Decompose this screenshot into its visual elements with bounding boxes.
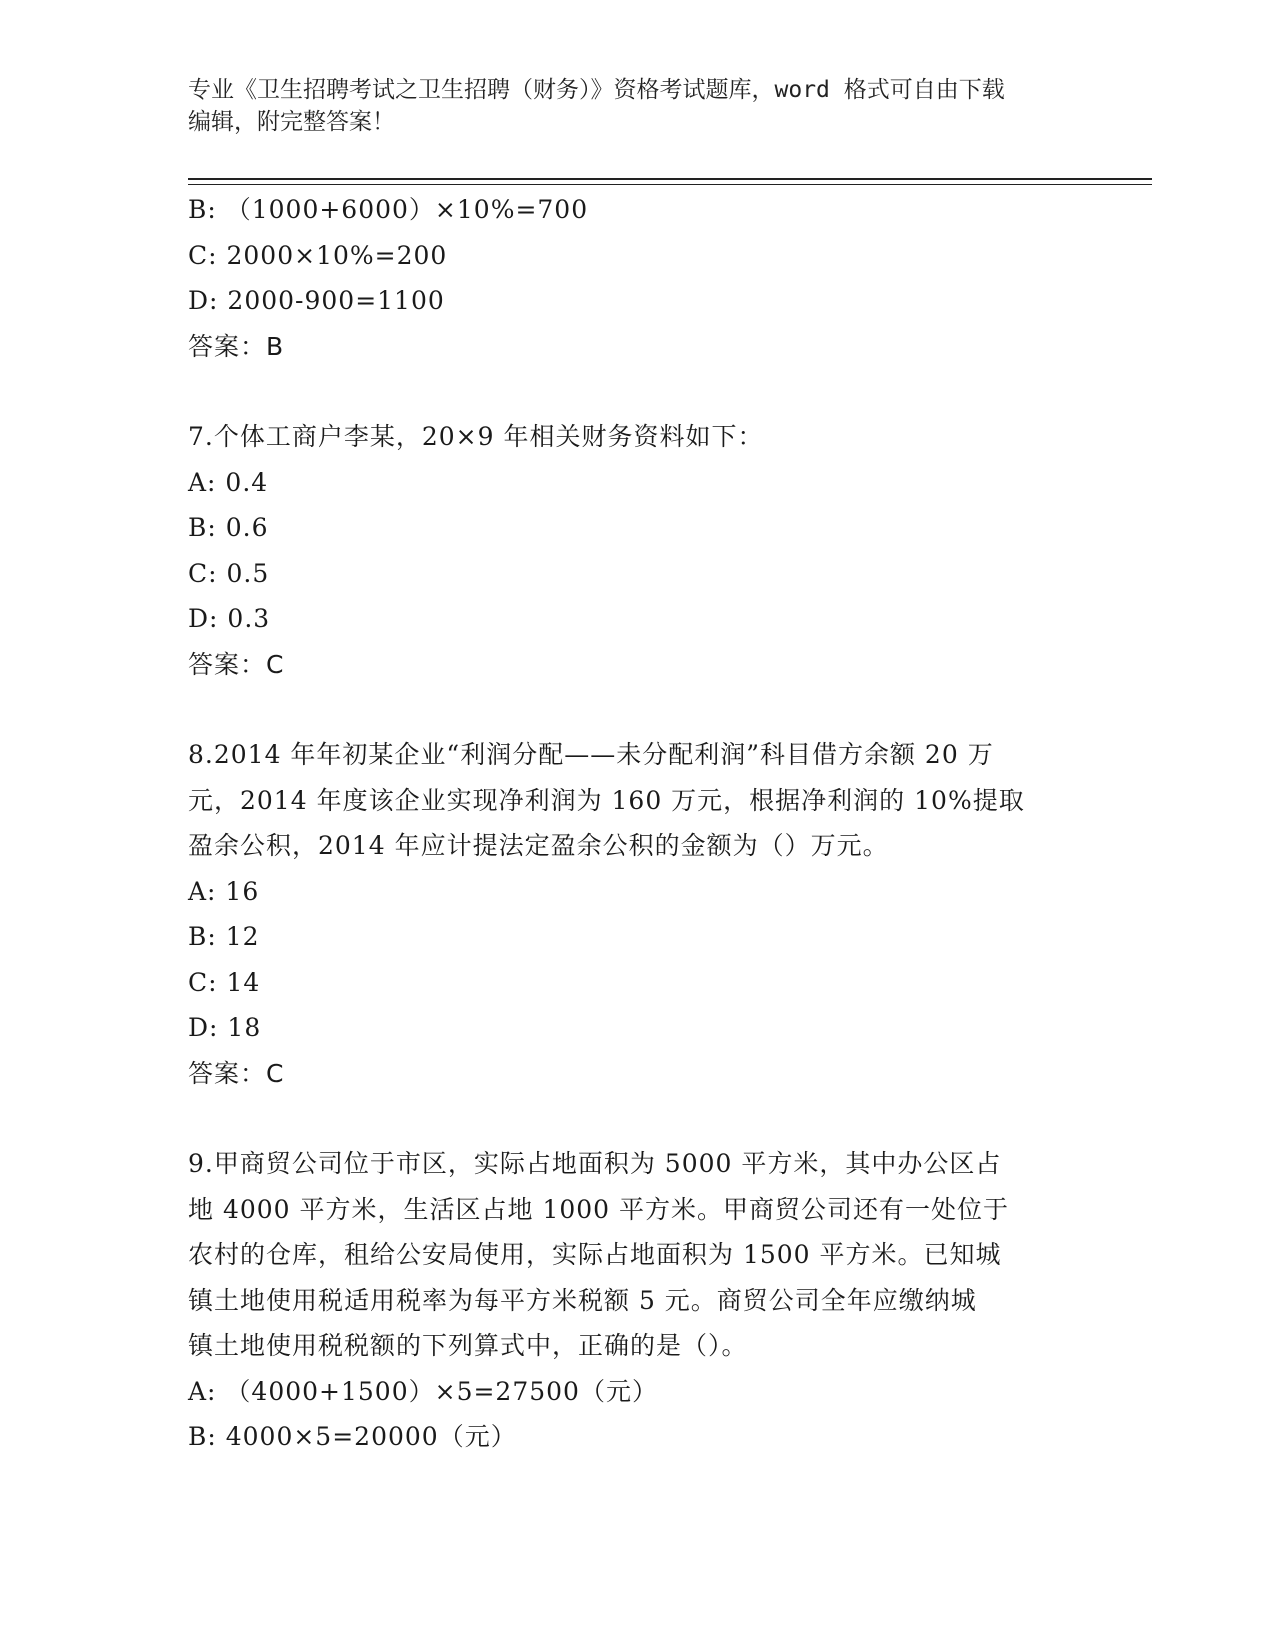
question-stem-line: 镇土地使用税税额的下列算式中，正确的是（）。: [188, 1331, 748, 1360]
answer: 答案：C: [188, 1058, 285, 1088]
option-c: C: 0.5: [188, 558, 270, 588]
question-stem-line: 元，2014 年度该企业实现净利润为 160 万元，根据净利润的 10%提取: [188, 785, 1025, 815]
option-d: D: 18: [188, 1013, 262, 1042]
question-stem-line: 农村的仓库，租给公安局使用，实际占地面积为 1500 平方米。已知城: [188, 1240, 1002, 1269]
page-header: [188, 74, 1088, 138]
answer: 答案：C: [188, 649, 285, 679]
question-stem-line: 地 4000 平方米，生活区占地 1000 平方米。甲商贸公司还有一处位于: [188, 1194, 1010, 1224]
option-b: B: 4000×5=20000（元）: [188, 1422, 517, 1451]
option-d: D: 2000-900=1100: [188, 286, 445, 315]
option-a: A: 0.4: [188, 467, 269, 497]
question-6: [188, 187, 1088, 369]
question-list: [188, 187, 1088, 1460]
header-line-2: 编辑，附完整答案！: [188, 109, 395, 135]
question-stem-line: 盈余公积，2014 年应计提法定盈余公积的金额为（）万元。: [188, 831, 889, 860]
question-stem: 7.个体工商户李某，20×9 年相关财务资料如下：: [188, 422, 764, 451]
option-c: C: 2000×10%=200: [188, 240, 448, 270]
question-stem-line: 9.甲商贸公司位于市区，实际占地面积为 5000 平方米，其中办公区占: [188, 1149, 1002, 1178]
option-d: D: 0.3: [188, 604, 271, 633]
question-8: [188, 732, 1088, 1096]
header-line-1: 专业《卫生招聘考试之卫生招聘（财务）》资格考试题库，word 格式可自由下载: [188, 77, 1005, 103]
option-b: B: （1000+6000）×10%=700: [188, 195, 589, 224]
header-divider-thick: [188, 178, 1152, 180]
answer: 答案：B: [188, 331, 285, 361]
header-divider-thin: [188, 184, 1152, 185]
question-7: [188, 414, 1088, 687]
option-a: A: 16: [188, 876, 260, 906]
option-a: A: （4000+1500）×5=27500（元）: [188, 1376, 658, 1406]
question-stem-line: 8.2014 年年初某企业“利润分配——未分配利润”科目借方余额 20 万: [188, 740, 994, 769]
question-9: [188, 1141, 1088, 1460]
option-b: B: 12: [188, 922, 260, 951]
option-c: C: 14: [188, 967, 261, 997]
question-stem-line: 镇土地使用税适用税率为每平方米税额 5 元。商贸公司全年应缴纳城: [188, 1285, 977, 1315]
option-b: B: 0.6: [188, 513, 269, 542]
